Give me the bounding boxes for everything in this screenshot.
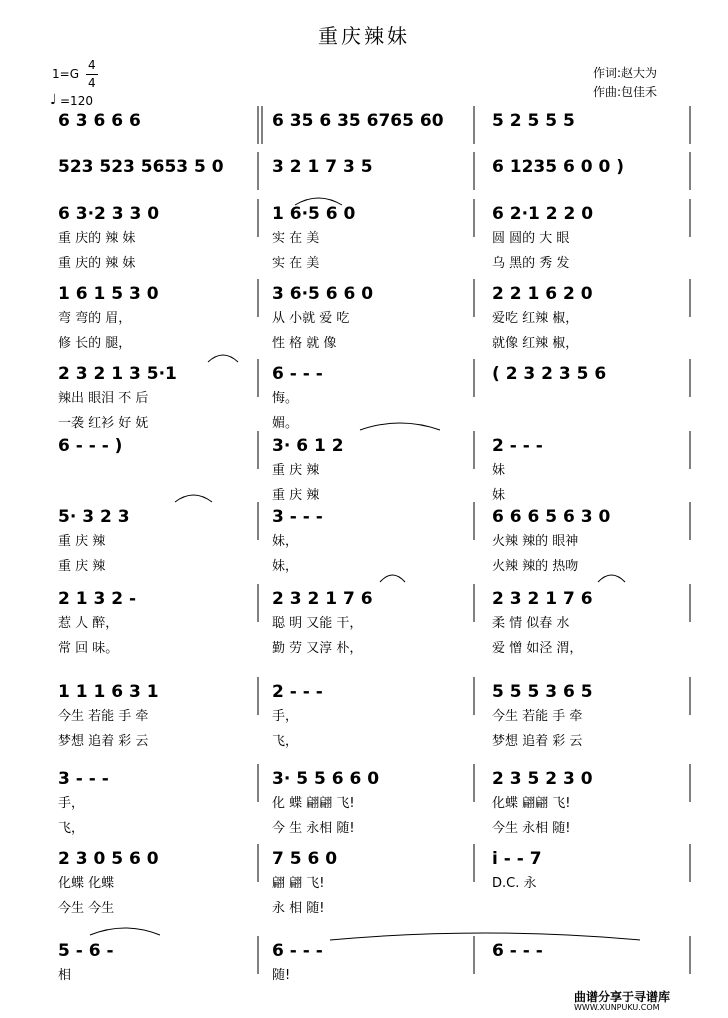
lyric-verse-1: 从 小就 爱 吃 xyxy=(272,311,350,326)
composer-credit: 作曲:包佳禾 xyxy=(593,85,658,99)
measure-notes: 6 - - - xyxy=(492,941,543,961)
measure-notes: 6 35 6 35 6765 60 xyxy=(272,111,444,131)
measure-notes: 6 3·2 3 3 0 xyxy=(58,204,160,224)
slur-mark xyxy=(90,928,160,935)
lyric-verse-1: 手， xyxy=(272,709,299,724)
measure-notes: i - - 7 xyxy=(492,849,542,869)
measure-notes: 6 1235 6 0 0 ) xyxy=(492,157,624,177)
measure-notes: 6 6 6 5 6 3 0 xyxy=(492,507,611,527)
lyric-verse-1: D.C. 永 xyxy=(492,876,537,891)
measure-notes: 5 - 6 - xyxy=(58,941,114,961)
measure-notes: 2 3 2 1 7 6 xyxy=(492,589,593,609)
lyric-verse-2: 妹， xyxy=(272,559,299,574)
slur-mark xyxy=(360,423,440,430)
measure-notes: 2 - - - xyxy=(272,682,323,702)
slur-mark xyxy=(598,575,625,582)
lyric-verse-1: 相 xyxy=(58,968,72,983)
lyric-verse-2: 就像 红辣 椒， xyxy=(492,336,579,351)
measure-notes: 5· 3 2 3 xyxy=(58,507,130,527)
lyric-verse-2: 乌 黑的 秀 发 xyxy=(492,256,570,271)
lyric-verse-2: 今生 永相 随! xyxy=(492,821,571,836)
measure-notes: 3 6·5 6 6 0 xyxy=(272,284,374,304)
song-title: 重庆辣妹 xyxy=(318,24,410,48)
slur-mark xyxy=(330,933,640,940)
measure-notes: 1 1 1 6 3 1 xyxy=(58,682,159,702)
lyric-verse-1: 惹 人 醉， xyxy=(58,616,119,631)
measure-notes: 5 5 5 3 6 5 xyxy=(492,682,593,702)
lyric-verse-1: 实 在 美 xyxy=(272,231,320,246)
lyric-verse-2: 一袭 红衫 好 妩 xyxy=(58,416,149,431)
watermark-footer xyxy=(560,988,722,1016)
footer-text: 曲谱分享于寻谱库 xyxy=(574,990,671,1004)
lyric-verse-2: 永 相 随! xyxy=(272,901,325,916)
slur-mark xyxy=(175,495,212,502)
measure-notes: 3· 6 1 2 xyxy=(272,436,344,456)
lyric-verse-2: 今 生 永相 随! xyxy=(272,821,355,836)
measure-notes: 5 2 5 5 5 xyxy=(492,111,575,131)
staff-systems xyxy=(58,106,690,983)
measure-notes: 2 1 3 2 - xyxy=(58,589,137,609)
lyric-verse-2: 勤 劳 又淳 朴， xyxy=(272,641,363,656)
lyric-verse-1: 随! xyxy=(272,968,291,983)
footer-url: WWW.XUNPUKU.COM xyxy=(574,1003,660,1012)
lyric-verse-2: 今生 今生 xyxy=(58,901,115,916)
lyric-verse-1: 重 庆 辣 xyxy=(272,463,320,478)
measure-notes: 6 - - - xyxy=(272,941,323,961)
measure-notes: 2 3 0 5 6 0 xyxy=(58,849,159,869)
measure-notes: 2 - - - xyxy=(492,436,543,456)
measure-notes: 6 3 6 6 6 xyxy=(58,111,141,131)
lyric-verse-1: 柔 情 似春 水 xyxy=(492,616,570,631)
slur-mark xyxy=(208,355,238,362)
measure-notes: 6 2·1 2 2 0 xyxy=(492,204,594,224)
lyric-verse-2: 飞， xyxy=(58,821,85,836)
lyric-verse-2: 修 长的 腿， xyxy=(58,336,132,351)
measure-notes: 7 5 6 0 xyxy=(272,849,338,869)
measure-notes: 2 2 1 6 2 0 xyxy=(492,284,593,304)
lyric-verse-1: 化 蝶 翩翩 飞! xyxy=(272,796,355,811)
measure-notes: 1 6·5 6 0 xyxy=(272,204,356,224)
lyric-verse-1: 化蝶 化蝶 xyxy=(58,876,115,891)
measure-notes: 2 3 2 1 3 5·1 xyxy=(58,364,177,384)
lyric-verse-2: 重 庆 辣 xyxy=(272,488,320,503)
lyric-verse-2: 梦想 追着 彩 云 xyxy=(492,734,583,749)
tempo-marking: =120 xyxy=(60,94,93,108)
lyric-verse-2: 爱 憎 如泾 渭， xyxy=(492,641,583,656)
lyric-verse-2: 梦想 追着 彩 云 xyxy=(58,734,149,749)
lyric-verse-2: 实 在 美 xyxy=(272,256,320,271)
measure-notes: 523 523 5653 5 0 xyxy=(58,157,224,177)
lyricist-credit: 作词:赵大为 xyxy=(593,66,658,80)
measure-notes: 3· 5 5 6 6 0 xyxy=(272,769,380,789)
lyric-verse-1: 重 庆的 辣 妹 xyxy=(58,231,136,246)
lyric-verse-2: 媚。 xyxy=(272,416,299,431)
lyric-verse-1: 聪 明 又能 干， xyxy=(272,616,363,631)
measure-notes: 3 - - - xyxy=(272,507,323,527)
quarter-note-icon: ♩ xyxy=(50,92,57,108)
lyric-verse-2: 妹 xyxy=(492,488,506,503)
lyric-verse-2: 重 庆的 辣 妹 xyxy=(58,256,136,271)
measure-notes: 6 - - - ) xyxy=(58,436,123,456)
measure-notes: 6 - - - xyxy=(272,364,323,384)
lyric-verse-2: 火辣 辣的 热吻 xyxy=(492,559,579,574)
lyric-verse-2: 性 格 就 像 xyxy=(272,336,337,351)
lyric-verse-2: 常 回 味。 xyxy=(58,641,119,656)
lyric-verse-1: 弯 弯的 眉， xyxy=(58,311,132,326)
measure-notes: ( 2 3 2 3 5 6 xyxy=(492,364,607,384)
lyric-verse-1: 手， xyxy=(58,796,85,811)
lyric-verse-1: 爱吃 红辣 椒， xyxy=(492,311,579,326)
measure-notes: 2 3 2 1 7 6 xyxy=(272,589,373,609)
measure-notes: 1 6 1 5 3 0 xyxy=(58,284,159,304)
lyric-verse-1: 翩 翩 飞! xyxy=(272,876,325,891)
lyric-verse-1: 悔。 xyxy=(272,391,299,406)
lyric-verse-1: 化蝶 翩翩 飞! xyxy=(492,796,571,811)
slur-mark xyxy=(380,575,405,582)
measure-notes: 3 - - - xyxy=(58,769,109,789)
time-signature-top: 4 xyxy=(88,58,96,72)
lyric-verse-1: 今生 若能 手 牵 xyxy=(58,709,149,724)
measure-notes: 3 2 1 7 3 5 xyxy=(272,157,373,177)
time-signature-bottom: 4 xyxy=(88,76,96,90)
lyric-verse-1: 今生 若能 手 牵 xyxy=(492,709,583,724)
measure-notes: 2 3 5 2 3 0 xyxy=(492,769,593,789)
lyric-verse-1: 辣出 眼泪 不 后 xyxy=(58,391,149,406)
lyric-verse-2: 重 庆 辣 xyxy=(58,559,106,574)
lyric-verse-1: 火辣 辣的 眼神 xyxy=(492,534,579,549)
key-signature: 1=G xyxy=(52,67,79,81)
lyric-verse-1: 重 庆 辣 xyxy=(58,534,106,549)
lyric-verse-1: 妹， xyxy=(272,534,299,549)
lyric-verse-1: 圆 圆的 大 眼 xyxy=(492,231,570,246)
lyric-verse-1: 妹 xyxy=(492,463,506,478)
lyric-verse-2: 飞， xyxy=(272,734,299,749)
